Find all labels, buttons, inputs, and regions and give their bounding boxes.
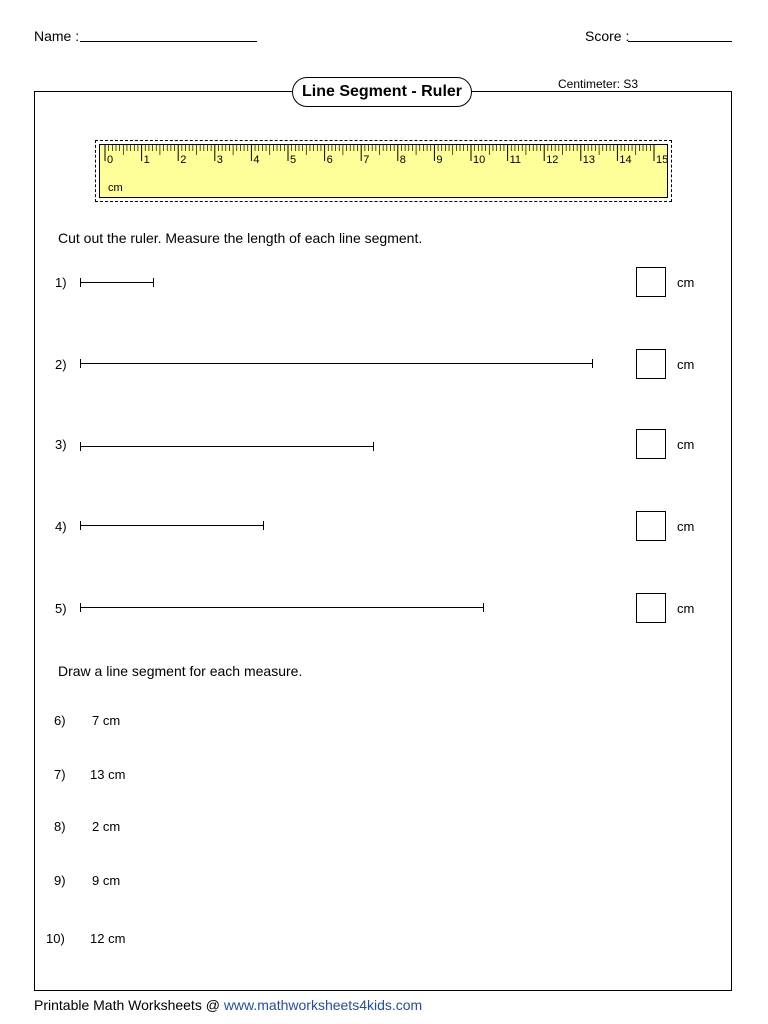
ruler-unit: cm bbox=[108, 182, 123, 194]
ruler-number: 15 bbox=[656, 154, 669, 166]
part2-instruction: Draw a line segment for each measure. bbox=[58, 663, 303, 679]
unit-label: cm bbox=[677, 437, 695, 452]
measure-value: 2 cm bbox=[92, 819, 121, 834]
answer-box[interactable] bbox=[636, 349, 666, 379]
item-label: 9) bbox=[54, 873, 66, 888]
measure-value: 13 cm bbox=[90, 767, 126, 782]
unit-label: cm bbox=[677, 275, 695, 290]
ruler-number: 6 bbox=[326, 154, 333, 166]
unit-label: cm bbox=[677, 601, 695, 616]
score-label: Score : bbox=[585, 28, 630, 44]
ruler-cutout bbox=[95, 140, 672, 202]
page-title: Line Segment - Ruler bbox=[292, 77, 472, 107]
unit-label: cm bbox=[677, 519, 695, 534]
item-label: 2) bbox=[55, 357, 67, 372]
line-segment bbox=[80, 359, 593, 368]
ruler-number: 14 bbox=[619, 154, 632, 166]
line-segment bbox=[80, 521, 264, 530]
footer-link[interactable]: www.mathworksheets4kids.com bbox=[223, 997, 423, 1013]
ruler-number: 13 bbox=[582, 154, 596, 166]
item-label: 3) bbox=[55, 437, 67, 452]
line-segment bbox=[80, 442, 374, 451]
footer bbox=[34, 997, 422, 1013]
score-field[interactable] bbox=[628, 41, 732, 42]
item-label: 4) bbox=[55, 519, 67, 534]
footer-text: Printable Math Worksheets @ bbox=[34, 997, 224, 1013]
ruler-number: 11 bbox=[509, 154, 522, 166]
item-label: 1) bbox=[55, 275, 67, 290]
answer-box[interactable] bbox=[636, 511, 666, 541]
ruler-number: 9 bbox=[436, 154, 443, 166]
ruler-number: 5 bbox=[290, 154, 297, 166]
answer-box[interactable] bbox=[636, 267, 666, 297]
line-segment bbox=[80, 278, 154, 287]
item-label: 5) bbox=[55, 601, 67, 616]
ruler-number: 2 bbox=[180, 154, 187, 166]
name-field[interactable] bbox=[80, 41, 257, 42]
level-label: Centimeter: S3 bbox=[558, 77, 639, 91]
ruler-number: 0 bbox=[107, 154, 114, 166]
worksheet-frame bbox=[34, 91, 732, 991]
name-label: Name : bbox=[34, 28, 80, 44]
item-label: 8) bbox=[54, 819, 66, 834]
item-label: 7) bbox=[54, 767, 66, 782]
part1-instruction: Cut out the ruler. Measure the length of each line segment. bbox=[58, 230, 423, 246]
item-label: 6) bbox=[54, 713, 66, 728]
ruler-scale bbox=[100, 145, 669, 199]
ruler-number: 8 bbox=[399, 154, 406, 166]
measure-value: 9 cm bbox=[92, 873, 121, 888]
unit-label: cm bbox=[677, 357, 695, 372]
ruler-number: 1 bbox=[143, 154, 150, 166]
ruler bbox=[99, 144, 668, 198]
item-label: 10) bbox=[46, 931, 65, 946]
measure-value: 12 cm bbox=[90, 931, 126, 946]
ruler-number: 3 bbox=[216, 154, 223, 166]
ruler-number: 7 bbox=[363, 154, 370, 166]
ruler-number: 12 bbox=[546, 154, 559, 166]
ruler-number: 4 bbox=[253, 154, 260, 166]
measure-value: 7 cm bbox=[92, 713, 121, 728]
ruler-number: 10 bbox=[473, 154, 486, 166]
answer-box[interactable] bbox=[636, 429, 666, 459]
line-segment bbox=[80, 603, 484, 612]
answer-box[interactable] bbox=[636, 593, 666, 623]
